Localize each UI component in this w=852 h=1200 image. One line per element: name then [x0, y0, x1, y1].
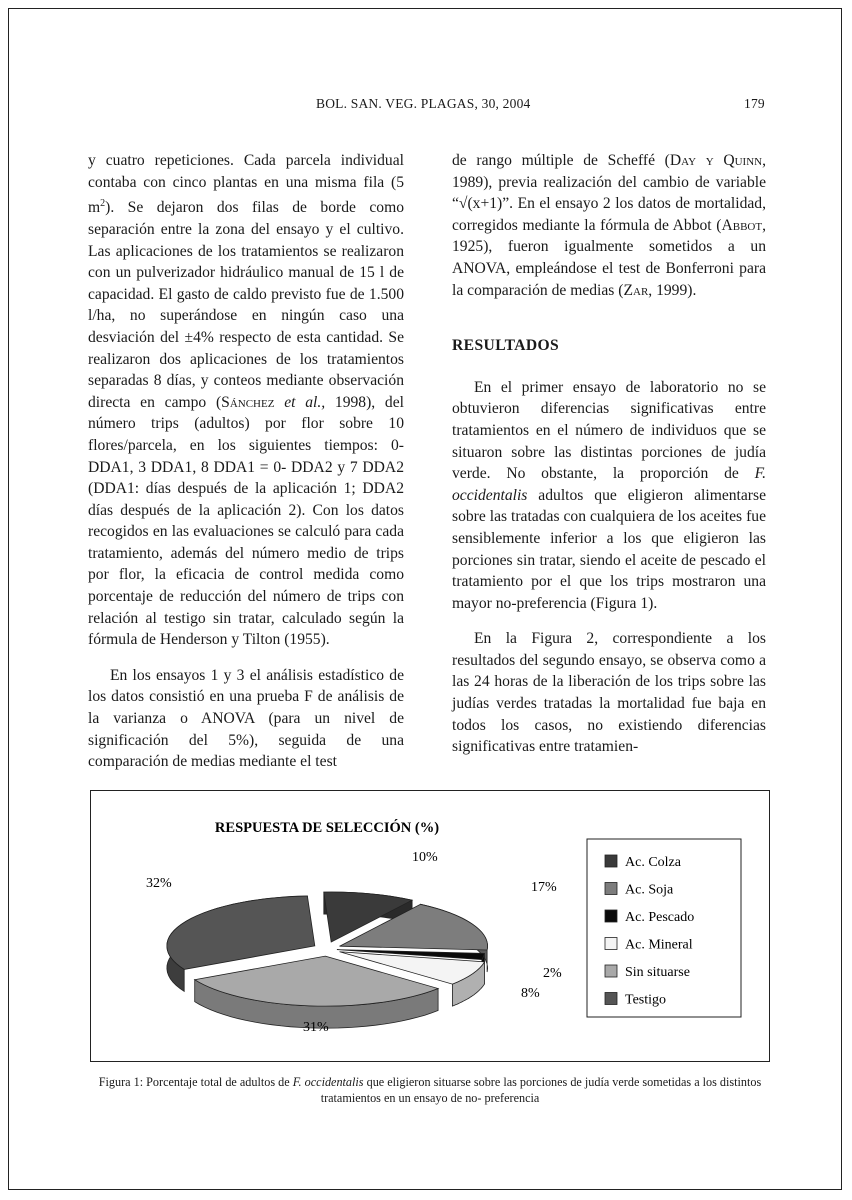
journal-title: BOL. SAN. VEG. PLAGAS, 30, 2004 — [316, 96, 531, 111]
legend-label: Ac. Mineral — [625, 937, 693, 953]
paragraph-methods: y cuatro repeticiones. Cada parcela individual contaba con cinco plantas en una misma fila (5 $m^2$). Se dejaron dos filas de borde como separación entre la zona del ensayo y el cultivo. Las aplicaciones de los tratamientos se realizaron con un pulverizador hidráulico manual de 15 l de capacidad. El gasto de caldo previsto fue de 1.500 l/ha, no superándose en ningún caso una desviación del ±4% respecto de esta cantidad. Se realizaron dos aplicaciones de los tratamientos separadas 8 días, y conteos mediante observación directa en campo (Sánchez et al., 1998), del número trips (adultos) por flor sobre 10 flores/parcela, en los siguientes tiempos: 0- DDA1, 3 DDA1, 8 DDA1 = 0- DDA2 y 7 DDA2 (DDA1: días después de la aplicación 1; DDA2 días después de la aplicación 2). Con los datos recogidos en las evaluaciones se calculó para cada tratamiento, además del número medio de trips por flor, la eficacia de control medida como porcentaje de reducción del número de trips con relación al testigo sin tratar, calculado según la fórmula de Henderson y Tilton (1955). — [88, 152, 404, 649]
paragraph-results-2: En la Figura 2, correspondiente a los resultados del segundo ensayo, se observa como a las 24 horas de la liberación de los trips sobre las judías verdes tratadas la mortalidad fue baja en todos los casos, no existiendo diferencias significativas entre tratamien- — [452, 630, 766, 756]
figure-1 — [90, 790, 770, 1062]
legend-label: Sin situarse — [625, 965, 690, 980]
legend-swatch — [605, 910, 617, 922]
paragraph-results-1: En el primer ensayo de laboratorio no se obtuvieron diferencias significativas entre tratamientos en el número de individuos que se situaron sobre las distintas porciones de judía verde. No obstante, la proporción de F. occidentalis adultos que eligieron alimentarse sobre las tratadas con cualquiera de los aceites fue sensiblemente inferior a los que eligieron las porciones sin tratar, siendo el aceite de pescado el tratamiento por el que los trips mostraron una mayor no-preferencia (Figura 1). — [452, 378, 766, 612]
pie-label: 8% — [521, 986, 540, 1001]
legend-label: Ac. Soja — [625, 882, 674, 898]
pie-label: 2% — [543, 966, 562, 981]
legend-swatch — [605, 883, 617, 895]
paragraph-statistics: En los ensayos 1 y 3 el análisis estadístico de los datos consistió en una prueba F de análisis de la varianza o ANOVA (para un nivel de significación del 5%), seguida de una comparación de medias mediante el test — [88, 666, 404, 771]
paragraph-statistics-cont: de rango múltiple de Scheffé (Day y Quinn, 1989), previa realización del cambio de variable “√(x+1)”. En el ensayo 2 los datos de mortalidad, corregidos mediante la fórmula de Abbot (Abbot, 1925), fueron igualmente sometidos a un ANOVA, empleándose el test de Bonferroni para la comparación de medias (Zar, 1999). — [452, 152, 767, 299]
chart-title: RESPUESTA DE SELECCIÓN (%) — [214, 820, 440, 836]
pie-label: 10% — [412, 850, 438, 865]
section-title-resultados: RESULTADOS — [452, 337, 560, 355]
legend-swatch — [605, 993, 617, 1005]
pie-slice-testigo — [167, 896, 315, 969]
left-column — [88, 150, 404, 787]
figure-caption: Figura 1: Porcentaje total de adultos de F. occidentalis que eligieron situarse sobre las porciones de judía verde sometidas a los distintos tratamientos en un ensayo de no- preferencia — [98, 1075, 762, 1105]
page-number: 179 — [744, 96, 765, 111]
legend-swatch — [605, 855, 617, 867]
pie-label: 17% — [531, 880, 557, 895]
legend-swatch — [605, 938, 617, 950]
right-column — [452, 150, 766, 772]
pie-chart — [91, 791, 768, 1060]
legend-label: Ac. Pescado — [625, 910, 695, 925]
legend-label: Testigo — [625, 992, 667, 1008]
pie-label: 31% — [303, 1020, 329, 1035]
pie-label: 32% — [146, 876, 172, 891]
legend-label: Ac. Colza — [625, 855, 681, 870]
legend-swatch — [605, 965, 617, 977]
